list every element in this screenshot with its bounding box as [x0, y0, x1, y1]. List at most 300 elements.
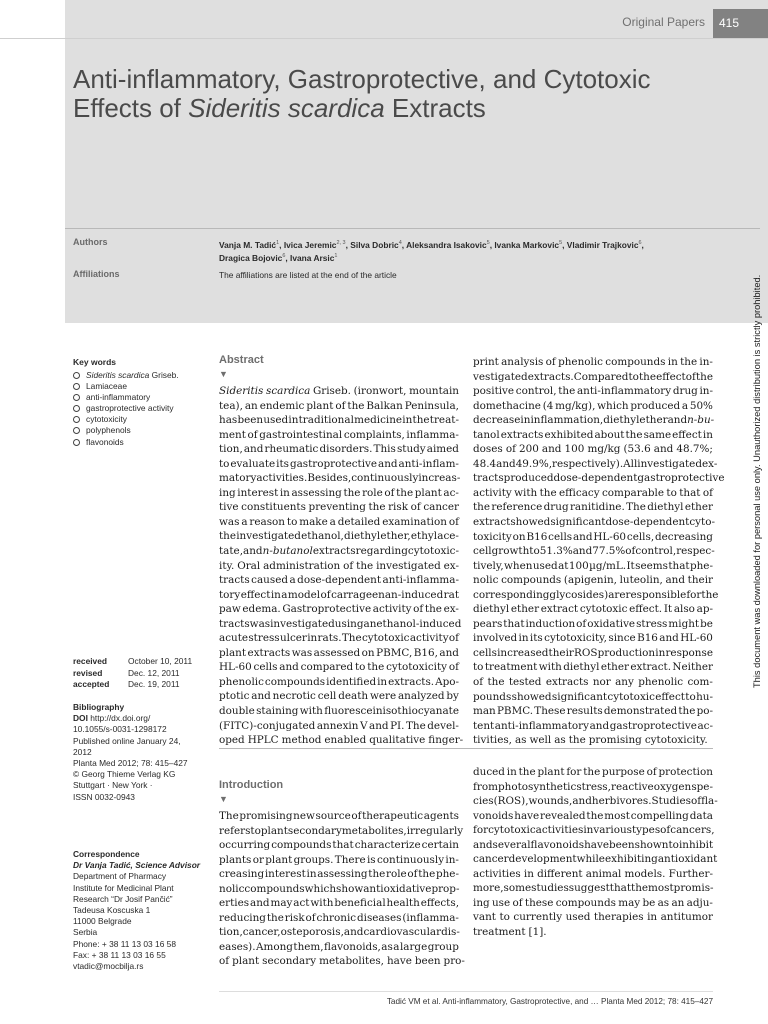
word: of — [691, 795, 702, 808]
word: caused — [251, 574, 288, 587]
word: nolic — [219, 882, 245, 895]
correspondence-line: Fax: + 38 11 13 03 16 55 — [73, 949, 166, 960]
word: of — [625, 545, 636, 558]
word: therapies — [593, 911, 644, 924]
text-line — [473, 794, 718, 809]
keyword-text: anti-inflammatory — [86, 392, 151, 403]
word: activity — [409, 632, 449, 645]
text-line — [473, 675, 713, 690]
word: stress, — [576, 780, 611, 793]
word: HL-60 — [680, 632, 713, 645]
bibliography-text: Planta Med 2012; 78: 415–427 — [73, 758, 188, 769]
distribution-notice: This document was downloaded for personal use only. Unauthorized distribution is strictly prohibited. — [752, 274, 762, 688]
word: effect — [240, 588, 271, 601]
text-line — [473, 780, 713, 795]
word: protection — [658, 766, 713, 778]
word: since — [608, 632, 636, 645]
word: extract — [473, 516, 511, 529]
word: The — [219, 810, 239, 822]
history-date-label: received — [73, 656, 107, 666]
word: any — [615, 676, 634, 689]
word: in — [402, 414, 413, 427]
keyword-item — [73, 370, 179, 381]
word: assessing — [317, 868, 368, 881]
word: their — [548, 646, 574, 659]
word: its — [529, 632, 543, 645]
word: about — [594, 428, 625, 441]
word: ex- — [702, 457, 718, 470]
word: involved — [473, 632, 518, 645]
bibliography-line — [73, 792, 208, 803]
word: in- — [445, 853, 459, 866]
text-line — [219, 631, 459, 646]
word: new — [293, 810, 315, 822]
word: and — [369, 719, 389, 732]
word: and — [243, 443, 264, 456]
word: cytotoxic — [488, 824, 536, 837]
word: on — [512, 530, 526, 543]
word: revealed — [540, 809, 586, 822]
correspondence-block — [73, 849, 208, 972]
text-line — [219, 896, 459, 911]
word: the — [583, 766, 601, 778]
word: analyzed — [397, 690, 445, 703]
word: HPLC — [247, 734, 279, 747]
text-line — [473, 413, 713, 428]
text-line — [219, 486, 459, 501]
text-line — [473, 896, 713, 911]
word: that — [332, 839, 354, 852]
correspondence-line: Institute for Medicinal Plant — [73, 882, 174, 893]
word: duced — [473, 766, 505, 778]
word: and — [572, 530, 593, 543]
word: which — [597, 399, 629, 412]
word: tent — [473, 719, 495, 732]
word: Apo- — [435, 675, 459, 688]
text-line — [473, 588, 719, 603]
word: cytotoxicity — [386, 661, 448, 674]
word: antioxidant — [657, 853, 718, 866]
word: B16 — [526, 530, 548, 543]
correspondence-line: Tadeusa Koscuska 1 — [73, 905, 151, 916]
word: to — [666, 486, 677, 499]
word: animal — [585, 867, 622, 880]
word: staining — [256, 705, 299, 718]
text-line — [473, 925, 713, 940]
text-line — [473, 573, 713, 588]
word: a — [289, 574, 296, 587]
word: Oral — [237, 559, 261, 572]
text-line — [219, 529, 459, 544]
word: The — [626, 501, 646, 514]
word: a — [329, 515, 336, 528]
word: scardica — [266, 385, 311, 397]
word: of — [545, 356, 556, 368]
abstract-column-right — [473, 355, 725, 748]
word: that — [679, 486, 701, 499]
text-line — [219, 471, 459, 486]
bibliography-line — [73, 736, 208, 747]
history-date-label: accepted — [73, 679, 110, 689]
word: in- — [699, 385, 713, 398]
running-footer: Tadić VM et al. Anti-inflammatory, Gastroprotective, and … Planta Med 2012; 78: 415–427 — [386, 997, 713, 1006]
word: gastroprotective — [637, 472, 725, 485]
word: and — [572, 545, 593, 558]
text-line — [219, 660, 459, 675]
word: cies — [473, 795, 494, 808]
word: cancer, — [242, 926, 281, 939]
bibliography-line — [73, 724, 208, 735]
author-name: Vladimir Trajkovic — [566, 239, 639, 250]
word: the — [343, 486, 361, 499]
text-line — [219, 809, 459, 824]
word: tory — [219, 588, 241, 601]
text-line — [473, 486, 713, 501]
word: continuously — [376, 853, 445, 866]
word: a — [241, 515, 248, 528]
word: of — [413, 603, 424, 616]
word: annexin — [316, 719, 359, 732]
word: endemic — [259, 399, 305, 412]
word: treatment — [484, 661, 538, 674]
word: currently — [513, 911, 563, 924]
word: activities — [473, 867, 521, 880]
word: ether, — [380, 530, 411, 543]
word: dose-dependent — [553, 472, 638, 485]
word: and — [572, 795, 592, 808]
word: growth — [491, 545, 530, 558]
word: an — [244, 399, 258, 412]
word: It — [663, 603, 673, 616]
text-line — [219, 515, 459, 530]
word: more, — [473, 882, 504, 895]
word: vestigated — [473, 370, 528, 383]
word: herbivores. — [591, 795, 652, 808]
text-line — [473, 660, 713, 675]
word: respectively). — [552, 457, 624, 470]
text-line — [473, 370, 713, 385]
word: ranitidine. — [569, 501, 625, 514]
word: the — [586, 809, 604, 822]
keyword-text: Griseb. — [149, 370, 179, 380]
word: ulcer — [279, 632, 307, 645]
text-line — [219, 719, 459, 734]
word: demonstrated — [603, 705, 678, 718]
word: types — [631, 824, 661, 837]
abstract-heading: Abstract — [219, 354, 264, 366]
word: increased — [497, 646, 549, 659]
word: extracts — [545, 676, 589, 689]
word: been — [237, 414, 264, 427]
keyword-text: polyphenols — [86, 425, 131, 436]
word: in- — [699, 356, 713, 368]
word: constituents — [241, 501, 306, 514]
word: them, — [293, 940, 324, 953]
word: tracts — [219, 617, 250, 630]
word: of — [473, 676, 484, 689]
text-line — [219, 500, 459, 515]
word: be — [700, 617, 713, 630]
word: in — [307, 632, 318, 645]
affiliations-text: The affiliations are listed at the end of the article — [219, 270, 397, 280]
text-line — [473, 867, 713, 882]
word: tion, — [219, 443, 243, 456]
word: cells — [548, 530, 573, 543]
word: vant — [473, 911, 496, 924]
word: of — [512, 896, 523, 909]
word: rat — [443, 588, 459, 601]
word: matory — [219, 472, 257, 485]
word: phenolic — [638, 676, 684, 689]
word: exhibiting — [604, 853, 658, 866]
word: assessing — [291, 486, 342, 499]
word: occurring — [219, 839, 271, 852]
word: reason — [249, 515, 285, 528]
word: risk — [284, 911, 305, 924]
article-title — [73, 65, 713, 123]
word: as — [381, 940, 393, 953]
word: plant — [219, 646, 247, 659]
word: the — [368, 868, 386, 881]
text-line — [473, 355, 713, 370]
word: role — [362, 486, 383, 499]
word: the — [266, 911, 284, 924]
history-date-row — [73, 679, 192, 691]
word: has — [219, 414, 238, 427]
word: act — [293, 897, 310, 910]
word: also — [673, 603, 695, 616]
word: and — [667, 414, 688, 427]
keyword-text: flavonoids — [86, 436, 124, 447]
word: have — [386, 955, 412, 968]
word: metabolites, — [319, 955, 384, 968]
keywords-heading: Key words — [73, 357, 116, 367]
bibliography-block — [73, 702, 208, 803]
word: in — [647, 911, 658, 924]
word: studies — [531, 882, 569, 895]
word: study — [396, 443, 426, 456]
word: may — [618, 896, 641, 909]
keywords-list — [73, 370, 179, 448]
history-date-value: Dec. 12, 2011 — [128, 667, 180, 678]
word: in — [270, 588, 281, 601]
word: ethyl — [410, 530, 438, 543]
title-line-1: Anti-inflammatory, Gastroprotective, and Cytotoxic — [73, 64, 651, 94]
bibliography-line — [73, 769, 208, 780]
word: oxidative — [587, 617, 636, 630]
word: HL-60 — [593, 530, 627, 543]
word: man — [473, 705, 496, 718]
word: (53.6 — [623, 443, 651, 456]
word: extracts. — [527, 370, 574, 383]
word: as — [514, 734, 527, 747]
word: efficacy — [559, 486, 600, 499]
word: necrotic — [272, 690, 316, 703]
author-affiliation-number: 6 — [638, 240, 642, 246]
word: be — [642, 896, 656, 909]
text-line — [219, 428, 459, 443]
text-line — [473, 471, 725, 486]
word: com- — [687, 676, 713, 689]
word: cell — [473, 545, 492, 558]
word: model — [287, 588, 321, 601]
word: nor — [592, 676, 611, 689]
word: for — [686, 588, 702, 601]
word: when — [504, 559, 533, 572]
bibliography-heading: Bibliography — [73, 702, 125, 712]
word: evaluate — [230, 457, 276, 470]
word: ether — [510, 603, 540, 616]
word: diethyl — [603, 414, 640, 427]
word: for — [473, 824, 489, 837]
word: characterize — [354, 839, 421, 852]
word: use — [491, 896, 511, 909]
word: doses — [473, 443, 503, 456]
word: ac- — [697, 719, 713, 732]
word: treatment — [473, 926, 526, 939]
footer-rule — [219, 991, 713, 992]
section-label: Original Papers — [622, 15, 705, 29]
word: ether — [639, 414, 668, 427]
word: cells, — [626, 530, 655, 543]
word: to — [668, 838, 679, 851]
word: the — [680, 356, 698, 368]
word: The — [341, 632, 362, 645]
word: the — [695, 370, 713, 383]
word: of — [646, 766, 657, 778]
word: diethyl — [473, 603, 510, 616]
word: treat- — [429, 414, 459, 427]
bibliography-lines — [73, 713, 208, 803]
text-line — [219, 457, 459, 472]
word: showed — [511, 690, 552, 703]
word: in — [506, 766, 517, 778]
word: of — [448, 515, 459, 528]
word: tate, — [219, 545, 243, 558]
word: The — [405, 719, 426, 732]
text-line — [219, 544, 459, 559]
word: the — [518, 766, 536, 778]
word: pro- — [443, 955, 465, 968]
word: might — [668, 617, 700, 630]
keyword-italic: Sideritis scardica — [86, 370, 150, 380]
word: of — [660, 824, 671, 837]
word: investigated — [637, 457, 702, 470]
word: hu- — [696, 690, 713, 703]
word: produced — [503, 472, 554, 485]
word: cell — [317, 690, 337, 703]
word: risk — [388, 501, 409, 514]
word: response — [665, 646, 713, 659]
meta-divider — [65, 228, 760, 229]
word: and — [251, 690, 271, 703]
word: of — [407, 868, 418, 881]
word: interest — [264, 868, 306, 881]
word: osteporosis, — [280, 926, 344, 939]
word: extracts — [500, 428, 544, 441]
word: traditional — [298, 414, 354, 427]
word: cytotoxicity, — [544, 632, 607, 645]
text-line — [473, 617, 713, 632]
word: stress — [248, 632, 280, 645]
word: an — [671, 896, 685, 909]
word: using — [334, 617, 364, 630]
keyword-text: gastroprotective activity — [86, 403, 174, 414]
word: models. — [624, 867, 666, 880]
text-line — [473, 631, 713, 646]
word: on — [361, 646, 375, 659]
word: plant — [232, 955, 260, 968]
word: preventing — [308, 501, 366, 514]
word: Peninsula, — [404, 399, 459, 412]
author-name: Dragica Bojovic — [219, 252, 283, 263]
word: of — [685, 370, 696, 383]
author-affiliation-number: 2, 3 — [336, 240, 346, 246]
introduction-marker-icon: ▼ — [219, 794, 228, 804]
word: eases). — [219, 940, 256, 953]
word: print — [473, 356, 499, 368]
author-name: Ivanka Markovic — [494, 239, 560, 250]
word: cytotoxic — [579, 603, 628, 616]
word: cancers, — [670, 824, 715, 837]
text-line — [473, 602, 713, 617]
word: the — [473, 501, 491, 514]
word: the — [539, 486, 557, 499]
word: cyto- — [689, 516, 715, 529]
word: make — [299, 515, 328, 528]
keyword-item — [73, 392, 179, 403]
text-line — [473, 399, 713, 414]
text-line — [219, 573, 459, 588]
word: Studies — [651, 795, 691, 808]
word: inflammation, — [530, 414, 604, 427]
word: PBMC. — [496, 705, 534, 718]
text-line — [473, 559, 713, 574]
word: of — [219, 955, 230, 968]
word: the — [631, 882, 649, 895]
word: induction — [525, 617, 576, 630]
word: 77.5% — [592, 545, 626, 558]
keyword-text: cytotoxicity — [86, 414, 127, 425]
word: comparable — [601, 486, 665, 499]
word: HL-60 — [219, 661, 252, 674]
text-line — [473, 838, 713, 853]
word: 100 — [564, 443, 585, 456]
word: compounds — [244, 882, 305, 895]
bibliography-text: 2012 — [73, 746, 92, 757]
word: B16 — [637, 632, 658, 645]
word: in — [288, 414, 299, 427]
affiliations-label: Affiliations — [73, 269, 120, 279]
word: in — [583, 824, 594, 837]
title-line-2-species: Sideritis scardica — [188, 93, 385, 123]
word: ing — [219, 486, 236, 499]
text-line — [473, 442, 713, 457]
word: in — [520, 414, 531, 427]
word: secondary — [262, 955, 317, 968]
text-line — [219, 838, 459, 853]
word: fla- — [701, 795, 718, 808]
word: tive — [219, 501, 239, 514]
word: administration — [263, 559, 341, 572]
text-line — [219, 617, 462, 632]
word: Compared — [573, 370, 629, 383]
word: disorders. — [319, 443, 373, 456]
word: groups. — [293, 853, 334, 866]
word: large — [399, 940, 428, 953]
history-date-value: Dec. 19, 2011 — [128, 679, 180, 689]
authors-list: Vanja M. Tadić$^1$, Ivica Jeremic$^{2, 3}$, Silva Dobric$^4$, Aleksandra Isakovic$^5$, Ivanka Markovic$^5$, Vladimir Trajkovic$^6$, Dragica Bojovic$^6$, Ivana Arsic$^1$ — [219, 239, 644, 263]
